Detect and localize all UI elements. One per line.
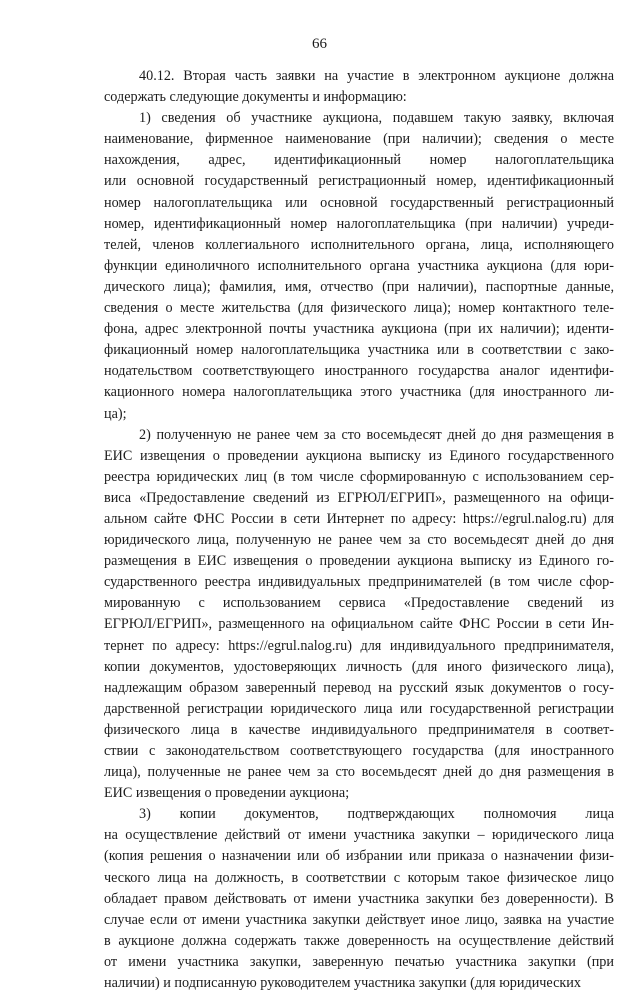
paragraph-item-2 [104,425,614,805]
text-line: дического лица); фамилия, имя, отчество (при наличии), паспортные данные, [104,278,614,295]
text-line: нодательством соответствующего иностранного государства аналог идентифи- [104,363,614,380]
text-line: копии документов, удостоверяющих личность (для иного физического лица), [104,658,614,675]
text-line: содержать следующие документы и информацию: [104,89,407,106]
text-line: 40.12. Вторая часть заявки на участие в электронном аукционе должна [139,68,614,84]
text-line: юридического лица, полученную не ранее чем за сто восемьдесят дней до дня [104,532,614,549]
text-line: нахождения, адрес, идентификационный номер налогоплательщика [104,152,614,169]
text-line: на осуществление действий от имени участника закупки – юридического лица [104,827,614,844]
paragraph-item-3 [104,804,614,994]
text-line: сведения о месте жительства (для физического лица); номер контактного теле- [104,300,614,317]
paragraph-item-1 [104,108,614,424]
text-line: 2) полученную не ранее чем за сто восемьдесят дней до дня размещения в [139,426,614,443]
text-line: наличии) и подписанную руководителем участника закупки (для юридических [104,975,581,992]
text-line: мированную с использованием сервиса «Предоставление сведений из [104,595,614,612]
text-line: (копия решения о назначении или об избрании или приказа о назначении физи- [104,848,614,865]
text-line: обладает правом действовать от имени участника закупки без доверенности). В [104,890,614,907]
text-line: ЕИС извещения о проведении аукциона выписку из Единого государственного [104,447,614,464]
text-line: от имени участника закупки, заверенную печатью участника закупки (при [104,953,614,970]
text-line: ца); [104,405,127,422]
text-line: дарственной регистрации юридического лица или государственной регистрации [104,700,614,717]
text-line: 3) копии документов, подтверждающих полномочия лица [139,806,614,823]
text-line: сударственного реестра индивидуальных предпринимателей (в том числе сфор- [104,574,614,591]
text-line: или основной государственный регистрационный номер, идентификационный [104,173,614,190]
text-line: физического лица в качестве индивидуального предпринимателя в соответ- [104,721,614,738]
text-line: кационного номера налогоплательщика этого участника (для иностранного ли- [104,384,614,401]
text-line: номер налогоплательщика или основной государственный регистрационный [104,194,614,211]
text-line: альном сайте ФНС России в сети Интернет по адресу: https://egrul.nalog.ru) для [104,510,614,527]
text-line: ЕГРЮЛ/ЕГРИП», размещенного на официальном сайте ФНС России в сети Ин- [104,616,614,633]
page-number: 66 [312,36,327,52]
text-line: лица), полученные не ранее чем за сто восемьдесят дней до дня размещения в [104,764,614,781]
document-body [104,66,614,994]
paragraph-intro [104,66,614,108]
text-line: наименование, фирменное наименование (при наличии); сведения о месте [104,131,614,148]
text-line: виса «Предоставление сведений из ЕГРЮЛ/ЕГРИП», размещенного на офици- [104,489,614,506]
text-line: ческого лица на должность, в соответствии с которым такое физическое лицо [104,869,614,886]
text-line: функции единоличного исполнительного органа участника аукциона (для юри- [104,257,614,274]
text-line: тернет по адресу: https://egrul.nalog.ru) для индивидуального предпринимателя, [104,637,614,654]
text-line: в аукционе должна содержать также доверенность на осуществление действий [104,932,614,949]
text-line: фикационный номер налогоплательщика участника или в соответствии с зако- [104,342,614,359]
text-line: 1) сведения об участнике аукциона, подавшем такую заявку, включая [139,110,614,127]
text-line: ствии с законодательством соответствующего государства (для иностранного [104,743,614,759]
text-line: размещения в ЕИС извещения о проведении аукциона выписку из Единого го- [104,553,614,570]
text-line: реестра юридических лиц (в том числе сформированную с использованием сер- [104,468,614,485]
text-line: номер, идентификационный номер налогоплательщика (при наличии) учреди- [104,215,614,232]
text-line: надлежащим образом заверенный перевод на русский язык документов о госу- [104,679,614,696]
text-line: фона, адрес электронной почты участника аукциона (при их наличии); иденти- [104,321,614,338]
text-line: ЕИС извещения о проведении аукциона; [104,785,350,802]
text-line: случае если от имени участника закупки действует иное лицо, заявка на участие [104,911,614,928]
text-line: телей, членов коллегиального исполнительного органа, лица, исполняющего [104,236,614,253]
